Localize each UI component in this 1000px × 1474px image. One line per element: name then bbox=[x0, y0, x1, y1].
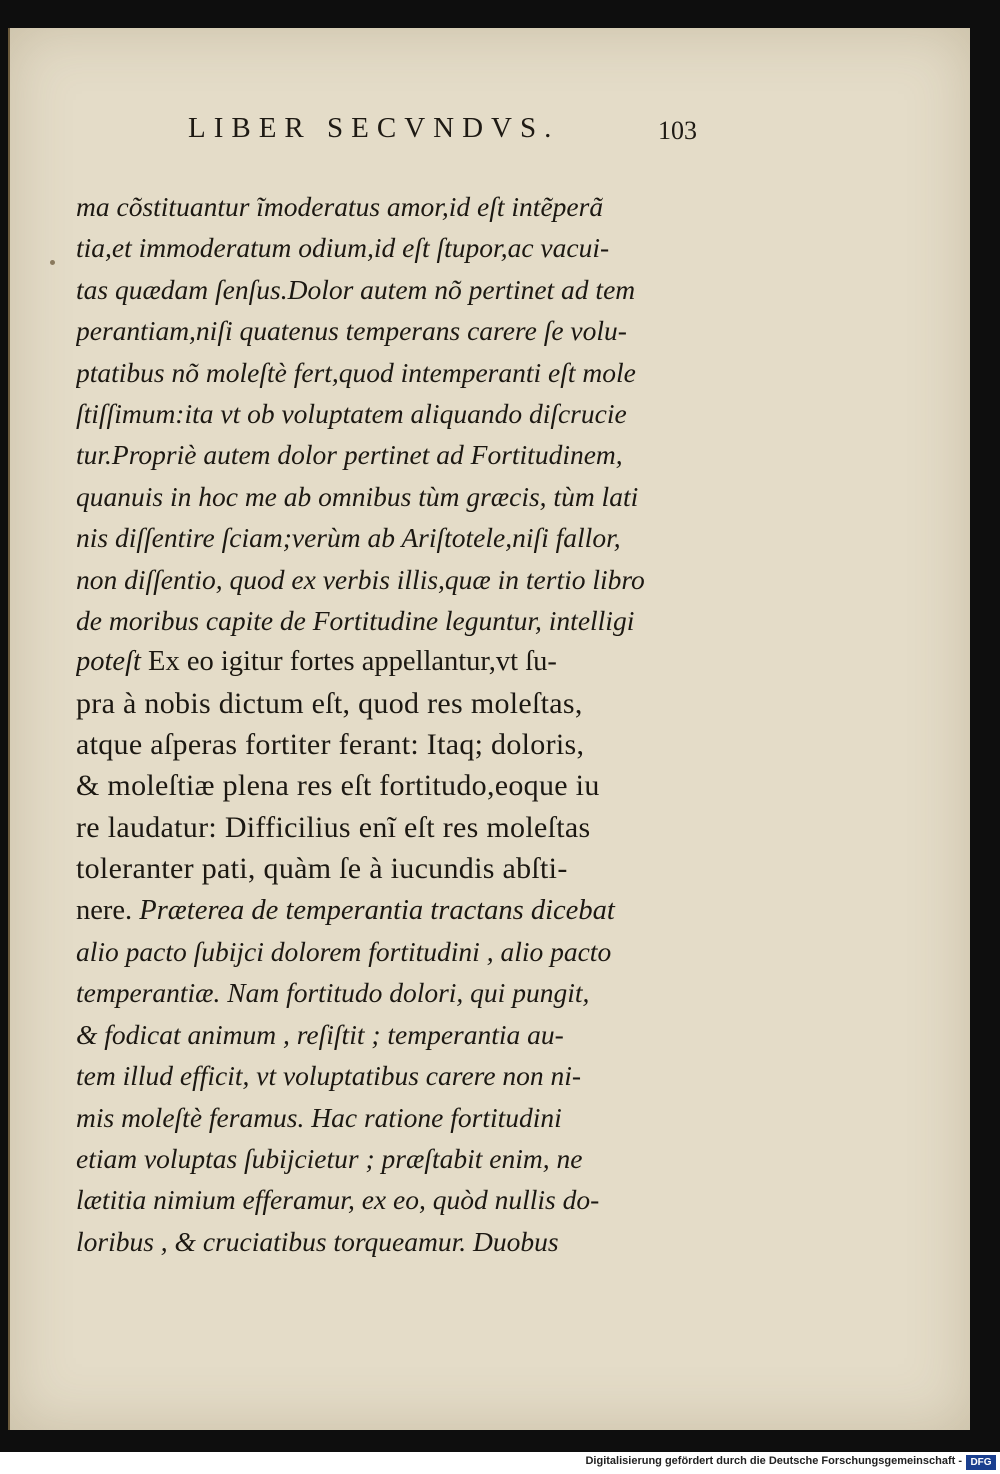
text-line: lætitia nimium efferamur, ex eo, quòd nullis do- bbox=[76, 1184, 600, 1216]
text-line: quanuis in hoc me ab omnibus tùm græcis, tùm lati bbox=[76, 480, 639, 512]
text-line: non diſſentio, quod ex verbis illis,quæ in tertio libro bbox=[76, 563, 645, 595]
text-line: toleranter pati, quàm ſe à iucundis abſti- bbox=[76, 852, 568, 886]
body-text bbox=[76, 186, 716, 1262]
text-line: ma cõstituantur ĩmoderatus amor,id eſt intẽperã bbox=[76, 191, 604, 222]
page-number: 103 bbox=[658, 116, 697, 145]
text-line bbox=[76, 641, 716, 682]
text-line: alio pacto ſubijci dolorem fortitudini , alio pacto bbox=[76, 936, 612, 968]
text-line: nis diſſentire ſciam;verùm ab Ariſtotele,niſi fallor, bbox=[76, 522, 621, 554]
text-line: loribus , & cruciatibus torqueamur. Duobus bbox=[76, 1225, 559, 1257]
text-line: tia,et immoderatum odium,id eſt ſtupor,ac vacui- bbox=[76, 232, 610, 264]
text-line: perantiam,niſi quatenus temperans carere ſe volu- bbox=[76, 315, 627, 347]
margin-mark bbox=[50, 260, 55, 265]
text-line bbox=[76, 890, 716, 931]
running-title: LIBER SECVNDVS. bbox=[188, 112, 560, 144]
text-line: etiam voluptas ſubijcietur ; præſtabit enim, ne bbox=[76, 1142, 583, 1174]
text-line: atque aſperas fortiter ferant: Itaq; doloris, bbox=[76, 728, 585, 762]
text-line: de moribus capite de Fortitudine leguntur, intelligi bbox=[76, 604, 635, 636]
book-page bbox=[8, 28, 970, 1430]
funding-credit: Digitalisierung gefördert durch die Deutsche Forschungsgemeinschaft - bbox=[585, 1455, 962, 1467]
text-line: temperantiæ. Nam fortitudo dolori, qui pungit, bbox=[76, 977, 590, 1009]
text-line: re laudatur: Difficilius enĩ eſt res moleſtas bbox=[76, 810, 591, 844]
page-header bbox=[10, 112, 970, 152]
text-line: tem illud efficit, vt voluptatibus carere non ni- bbox=[76, 1060, 582, 1092]
dfg-logo-icon: DFG bbox=[966, 1455, 996, 1470]
text-line: tas quædam ſenſus.Dolor autem nõ pertinet ad tem bbox=[76, 273, 636, 305]
text-span: Præterea de temperantia tractans dicebat bbox=[132, 894, 615, 926]
digitization-footer bbox=[0, 1452, 1000, 1474]
text-line: ptatibus nõ moleſtè fert,quod intemperanti eſt mole bbox=[76, 356, 636, 388]
text-line: & moleſtiæ plena res eſt fortitudo,eoque iu bbox=[76, 769, 600, 803]
text-span: nere. bbox=[76, 894, 133, 926]
text-line: & fodicat animum , reſiſtit ; temperantia au- bbox=[76, 1018, 564, 1050]
text-line: ſtiſſimum:ita vt ob voluptatem aliquando diſcrucie bbox=[76, 397, 627, 429]
text-span: poteſt bbox=[76, 646, 141, 678]
text-line: pra à nobis dictum eſt, quod res moleſtas, bbox=[76, 686, 583, 720]
text-span: Ex eo igitur fortes appellantur,vt ſu- bbox=[140, 646, 557, 678]
text-line: mis moleſtè feramus. Hac ratione fortitudini bbox=[76, 1101, 562, 1133]
text-line: tur.Propriè autem dolor pertinet ad Fortitudinem, bbox=[76, 439, 623, 471]
